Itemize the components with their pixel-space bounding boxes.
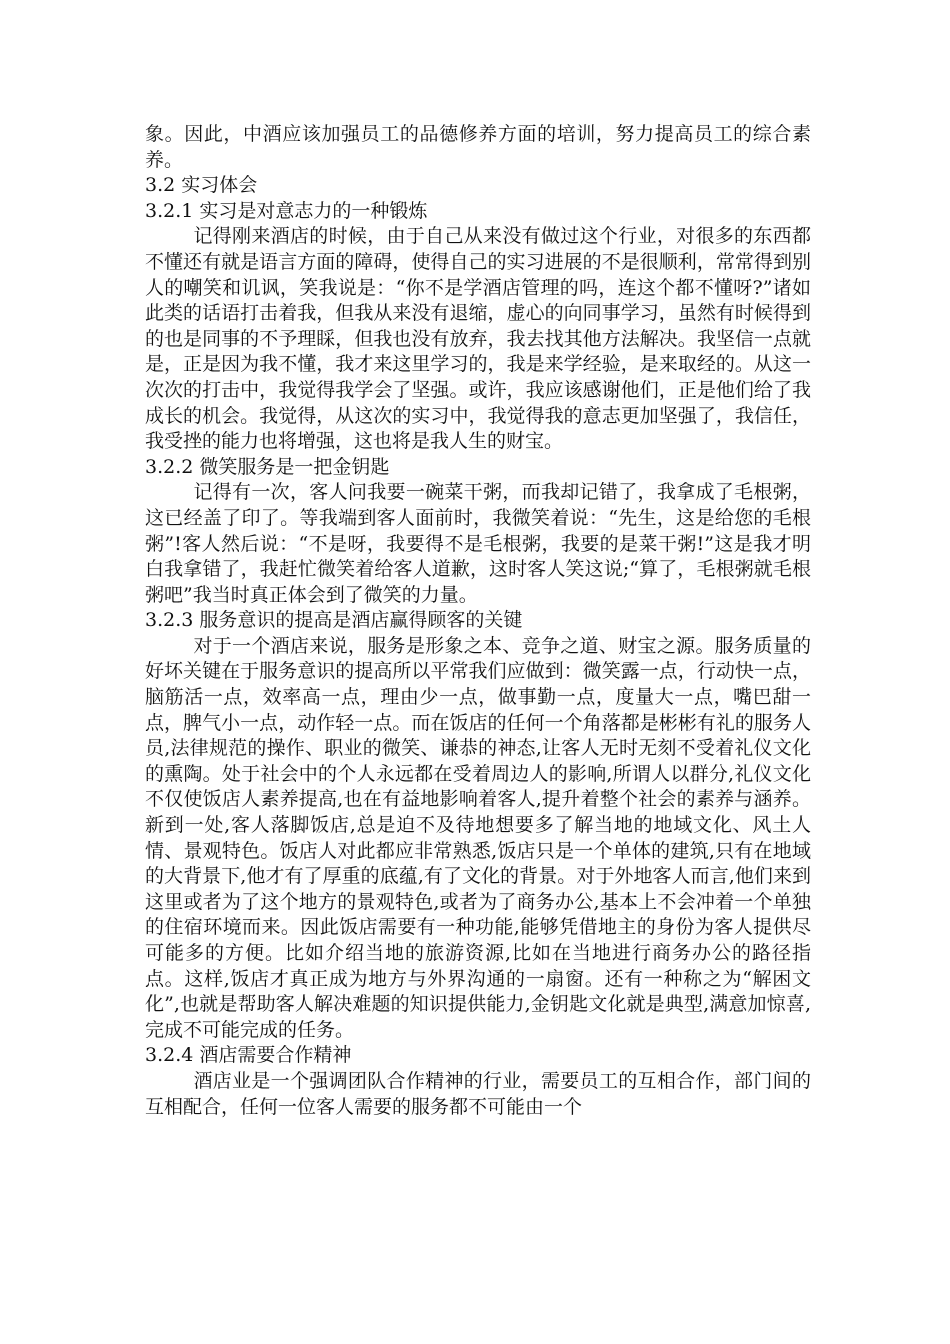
section-3-2-4-paragraph: 酒店业是一个强调团队合作精神的行业，需要员工的互相合作，部门间的互相配合，任何一位客人需要的服务都不可能由一个: [145, 1069, 811, 1118]
section-3-2-heading: 3.2 实习体会: [145, 174, 258, 197]
document-page: [145, 122, 811, 1120]
section-3-2-2-heading: 3.2.2 微笑服务是一把金钥匙: [145, 455, 390, 478]
section-3-2-3-heading: 3.2.3 服务意识的提高是酒店赢得顾客的关键: [145, 609, 523, 632]
section-3-2-2-paragraph: 记得有一次，客人问我要一碗菜干粥，而我却记错了，我拿成了毛根粥，这已经盖了印了。等我端到客人面前时，我微笑着说：“先生，这是给您的毛根粥”!客人然后说：“不是呀，我要得不是毛根粥，我要的是菜干粥!”这是我才明白我拿错了，我赶忙微笑着给客人道歉，这时客人笑这说;“算了，毛根粥就毛根粥吧”我当时真正体会到了微笑的力量。: [145, 481, 811, 606]
section-3-2-1-heading: 3.2.1 实习是对意志力的一种锻炼: [145, 199, 428, 222]
section-3-2-3-paragraph: 对于一个酒店来说，服务是形象之本、竞争之道、财宝之源。服务质量的好坏关键在于服务意识的提高所以平常我们应做到：微笑露一点，行动快一点，脑筋活一点，效率高一点，理由少一点，做事勤一点，度量大一点，嘴巴甜一点，脾气小一点，动作轻一点。而在饭店的任何一个角落都是彬彬有礼的服务人员,法律规范的操作、职业的微笑、谦恭的神态,让客人无时无刻不受着礼仪文化的熏陶。处于社会中的个人永远都在受着周边人的影响,所谓人以群分,礼仪文化不仅使饭店人素养提高,也在有益地影响着客人,提升着整个社会的素养与涵养。新到一处,客人落脚饭店,总是迫不及待地想要多了解当地的地域文化、风土人情、景观特色。饭店人对此都应非常熟悉,饭店只是一个单体的建筑,只有在地域的大背景下,他才有了厚重的底蕴,有了文化的背景。对于外地客人而言,他们来到这里或者为了这个地方的景观特色,或者为了商务办公,基本上不会冲着一个单独的住宿环境而来。因此饭店需要有一种功能,能够凭借地主的身份为客人提供尽可能多的方便。比如介绍当地的旅游资源,比如在当地进行商务办公的路径指点。这样,饭店才真正成为地方与外界沟通的一扇窗。还有一种称之为“解困文化”,也就是帮助客人解决难题的知识提供能力,金钥匙文化就是典型,满意加惊喜,完成不可能完成的任务。: [145, 634, 811, 1041]
section-3-2-1-paragraph: 记得刚来酒店的时候，由于自己从来没有做过这个行业，对很多的东西都不懂还有就是语言方面的障碍，使得自己的实习进展的不是很顺利，常常得到别人的嘲笑和讥讽，笑我说是：“你不是学酒店管理的吗，连这个都不懂呀?”诸如此类的话语打击着我，但我从来没有退缩，虚心的向同事学习，虽然有时候得到的也是同事的不予理睬，但我也没有放弃，我去找其他方法解决。我坚信一点就是，正是因为我不懂，我才来这里学习的，我是来学经验，是来取经的。从这一次次的打击中，我觉得我学会了坚强。或许，我应该感谢他们，正是他们给了我成长的机会。我觉得，从这次的实习中，我觉得我的意志更加坚强了，我信任，我受挫的能力也将增强，这也将是我人生的财宝。: [145, 225, 811, 453]
intro-paragraph: 象。因此，中酒应该加强员工的品德修养方面的培训，努力提高员工的综合素养。: [145, 123, 811, 171]
section-3-2-4-heading: 3.2.4 酒店需要合作精神: [145, 1044, 352, 1067]
